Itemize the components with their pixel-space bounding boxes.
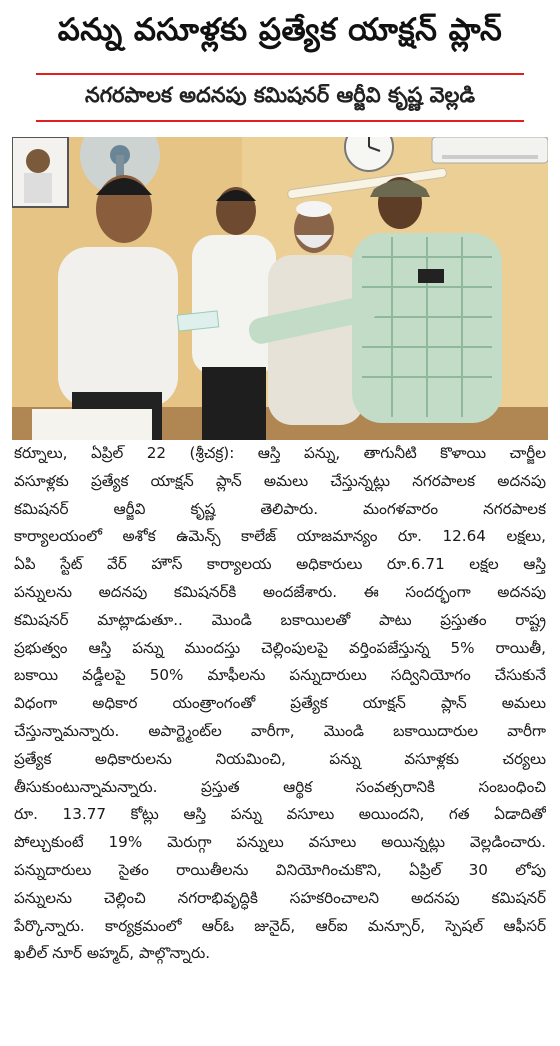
body-line: పోల్చుకుంటే 19% మెరుగ్గా పన్నులు వసూలు అయిన్నట్లు వెల్లడించారు. [14,833,546,852]
article-subheadline: నగరపాలక అదనపు కమిషనర్ ఆర్జీవి కృష్ణ వెల్లడి [84,82,475,107]
body-line: తీసుకుంటున్నామన్నారు. ప్రస్తుత ఆర్థిక సంవత్సరానికి సంబంధించి [14,777,546,796]
wall-portrait-icon [12,137,68,207]
body-line: పన్నులను చెల్లించి నగరాభివృద్ధికి సహకరించాలని అదనపు కమిషనర్ [14,888,546,907]
body-line: చేస్తున్నామన్నారు. అపార్ట్మెంట్‌ల వారీగా, మొండి బకాయిదారుల వారీగా [14,721,546,740]
body-line: కమిషనర్ ఆర్జీవి కృష్ణ తెలిపారు. మంగళవారం నగరపాలక [14,499,546,518]
body-line: కమిషనర్ మాట్లాడుతూ.. మొండి బకాయిలతో పాటు ప్రస్తుతం రాష్ట్ర [14,610,546,629]
body-line: ఖలీల్ నూర్ అహ్మద్, పాల్గొన్నారు. [14,944,211,963]
body-line: రూ. 13.77 కోట్లు ఆస్తి పన్ను వసూలు అయిందని, గత ఏడాదితో [14,805,546,824]
article-body [14,440,546,1044]
body-line: పేర్కొన్నారు. కార్యక్రమంలో ఆర్ఓ జునైద్, ఆర్ఐ మన్సూర్, స్పెషల్ ఆఫీసర్ [14,916,546,935]
body-line: విధంగా అధికార యంత్రాంగంతో ప్రత్యేక యాక్షన్ ప్లాన్ అమలు [14,694,546,713]
body-line: పన్నులను అదనపు కమిషనర్‌కి అందజేశారు. ఈ సందర్భంగా అదనపు [14,582,546,601]
subheadline-bottom-rule [36,120,524,122]
body-line: ప్రత్యేక అధికారులను నియమించి, పన్ను వసూళ్లకు చర్యలు [14,749,546,768]
body-line: ఏపి స్టేట్ వేర్ హౌస్ కార్యాలయ అధికారులు రూ.6.71 లక్షల ఆస్తి [14,555,546,574]
article-headline: పన్ను వసూళ్లకు ప్రత్యేక యాక్షన్ ప్లాన్ [57,11,503,48]
body-line: పన్నుదారులు సైతం రాయితీలను వినియోగించుకొని, ఏప్రిల్ 30 లోపు [14,860,546,879]
body-line: కార్యాలయంలో అశోక ఉమెన్స్ కాలేజ్ యాజమాన్యం రూ. 12.64 లక్షలు, [14,527,546,546]
body-line: బకాయి వడ్డీలపై 50% మాఫీలను పన్నుదారులు సద్వినియోగం చేసుకునే [14,666,546,685]
news-photo [12,137,548,440]
body-line: కర్నూలు, ఏప్రిల్ 22 (శ్రీచక్ర): ఆస్తి పన్ను, తాగునీటి కొళాయి చార్జీల [14,444,546,462]
air-conditioner-icon [432,137,548,163]
body-line: ప్రభుత్వం ఆస్తి పన్ను ముందస్తు చెల్లింపులపై వర్తింపజేస్తున్న 5% రాయితీ, [14,638,546,657]
body-line: వసూళ్లకు ప్రత్యేక యాక్షన్ ప్లాన్ అమలు చేస్తున్నట్లు నగరపాలక అదనపు [14,471,546,490]
